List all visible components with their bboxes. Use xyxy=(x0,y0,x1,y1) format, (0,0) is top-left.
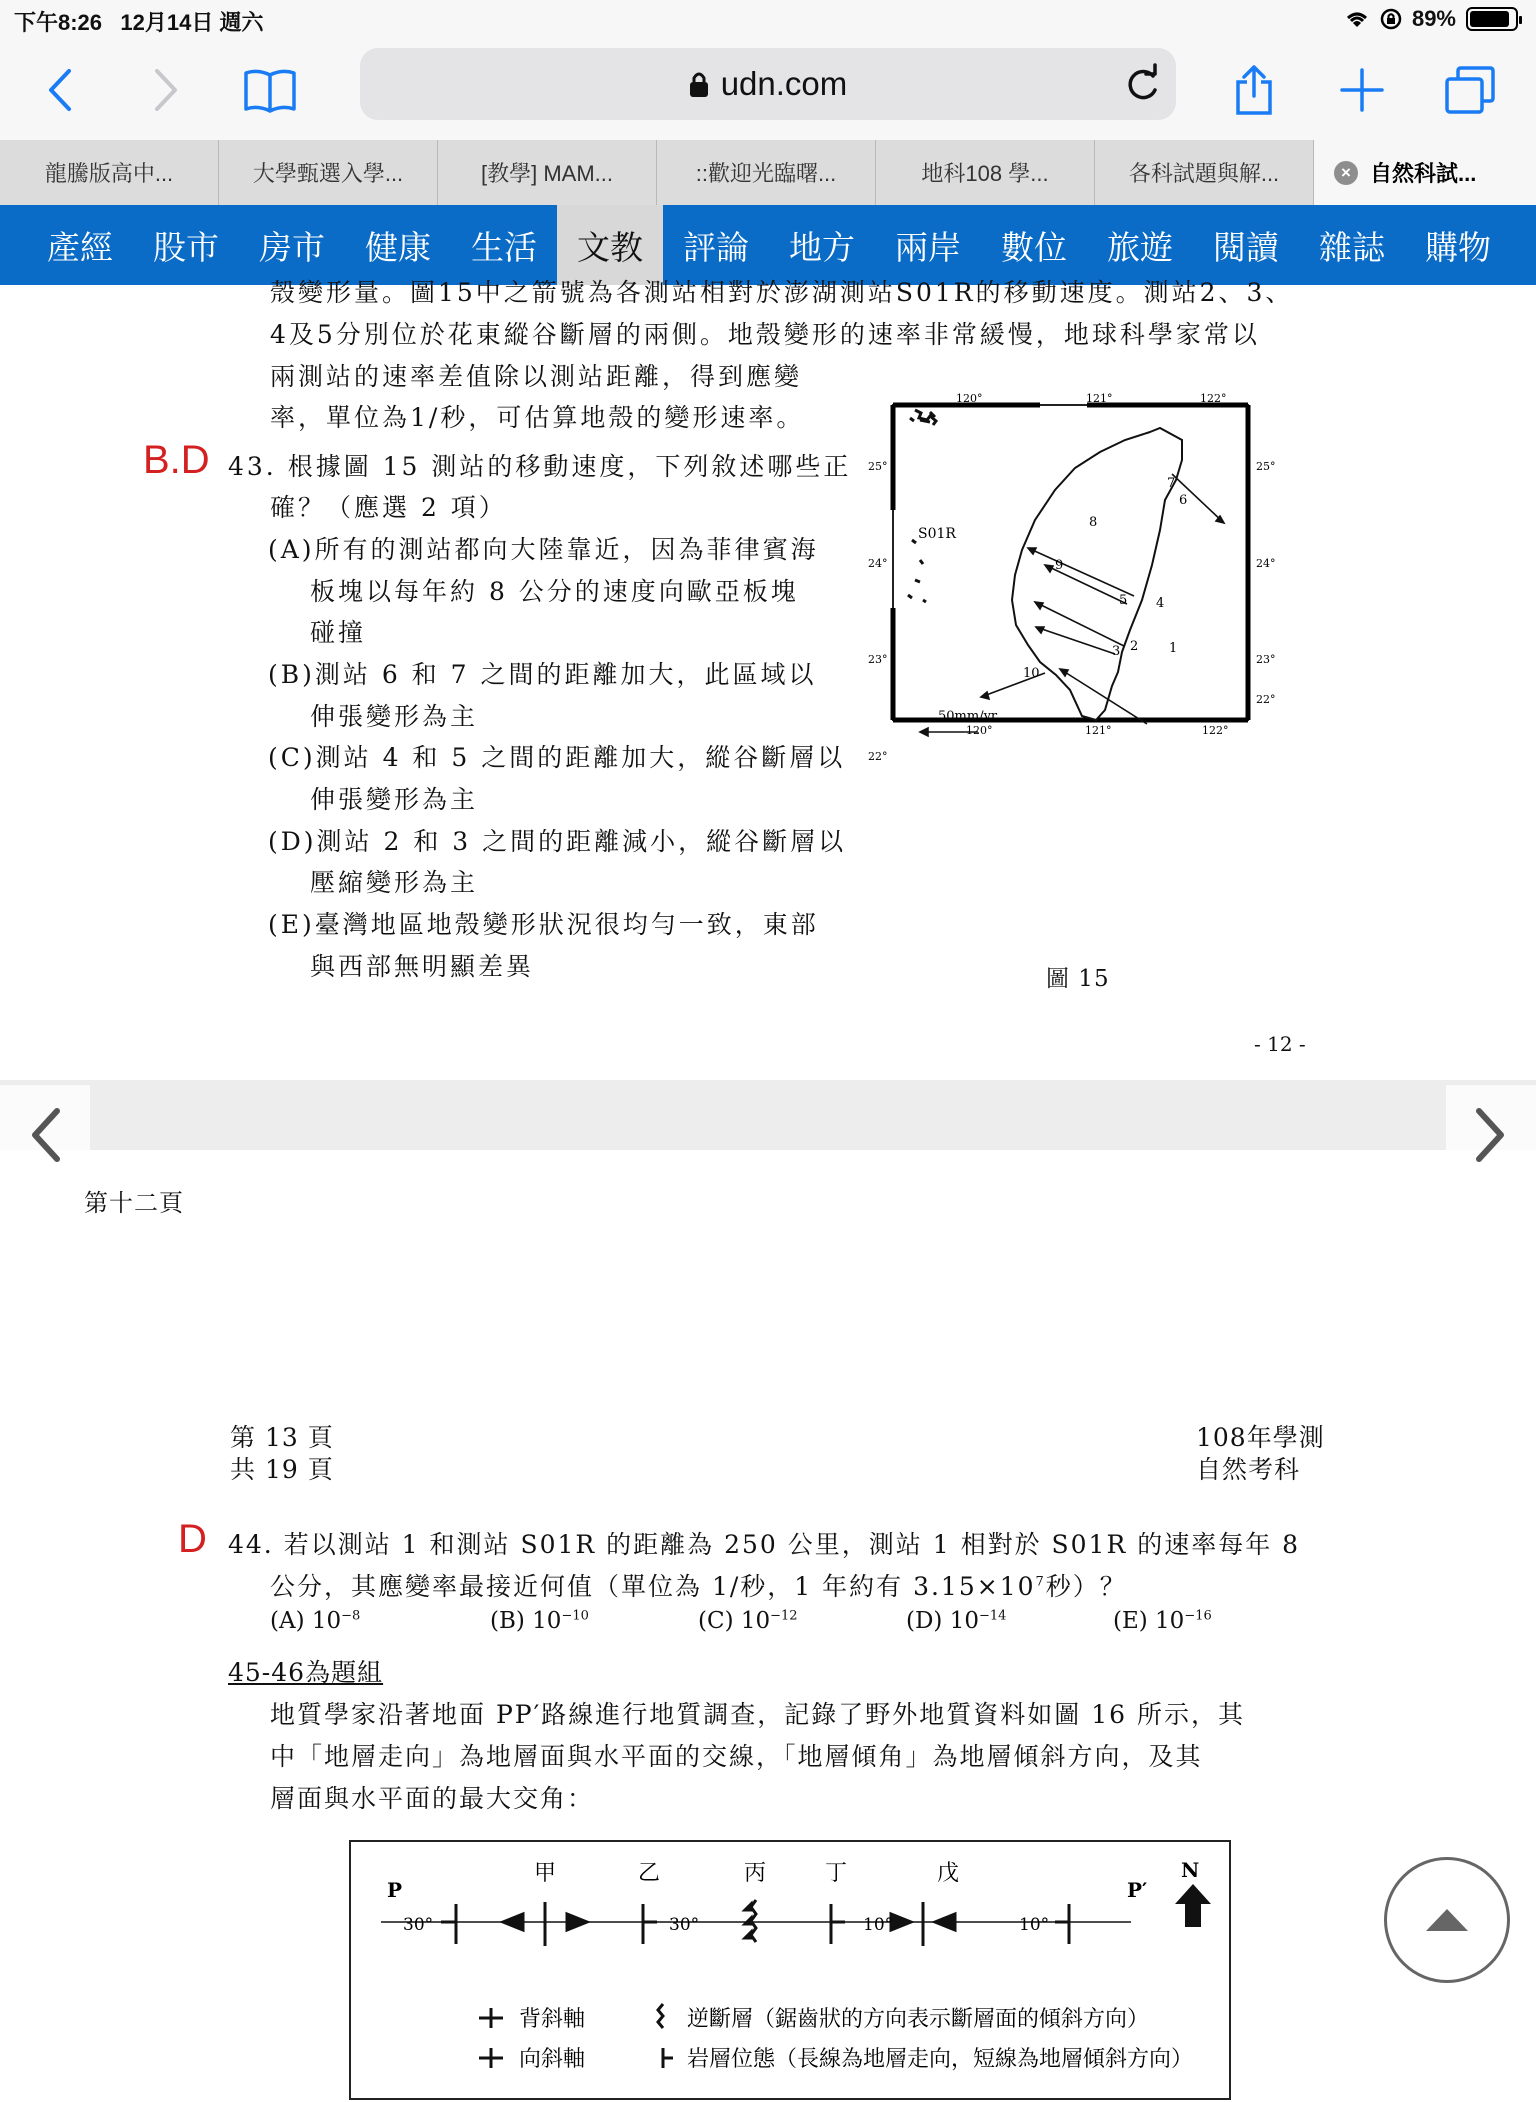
stem-exponent: 7 xyxy=(1035,1574,1046,1590)
wifi-icon xyxy=(1344,9,1370,29)
option-44-b xyxy=(490,1608,589,1634)
legend-item: 逆斷層（鋸齒狀的方向表示斷層面的傾斜方向） xyxy=(687,2007,1150,2032)
tab-label: 自然科試... xyxy=(1370,161,1477,186)
station-label: 6 xyxy=(1179,493,1188,508)
lat-label: 22° xyxy=(1256,693,1276,706)
chevron-left-icon xyxy=(45,67,75,113)
station-label: 10 xyxy=(1023,666,1040,681)
north-arrow-icon xyxy=(1175,1884,1211,1927)
station-label: S01R xyxy=(918,526,956,542)
page-header-right: 自然考科 xyxy=(1196,1455,1301,1484)
share-icon xyxy=(1232,64,1276,116)
nav-item[interactable]: 評論 xyxy=(683,228,749,266)
tab-label: 各科試題與解... xyxy=(1128,161,1280,186)
tab-strip xyxy=(0,140,1536,205)
tab-item-active[interactable] xyxy=(1314,140,1536,205)
section-label: 第十二頁 xyxy=(84,1190,184,1217)
url-text: udn.com xyxy=(720,65,848,102)
passage-line: 地質學家沿著地面 PP′路線進行地質調查，記錄了野外地質資料如圖 16 所示，其 xyxy=(270,1700,1245,1729)
lon-label: 120° xyxy=(966,724,993,737)
figure-15-caption: 圖 15 xyxy=(1046,966,1110,992)
page-header-right: 108年學測 xyxy=(1196,1423,1325,1452)
nav-item-active[interactable]: 文教 xyxy=(557,205,663,285)
nav-item[interactable]: 閱讀 xyxy=(1213,228,1279,266)
nav-item[interactable]: 數位 xyxy=(1001,228,1067,266)
option-exponent: −12 xyxy=(770,1608,798,1624)
lon-label: 121° xyxy=(1086,392,1113,405)
point-label: 戊 xyxy=(937,1861,960,1886)
answer-mark-43: B.D xyxy=(143,438,210,482)
lat-label: 23° xyxy=(868,653,888,666)
lon-label: 122° xyxy=(1202,724,1229,737)
station-label: 4 xyxy=(1156,596,1165,611)
scroll-to-top-button[interactable] xyxy=(1384,1857,1510,1983)
lat-label: 24° xyxy=(1256,557,1276,570)
lon-label: 120° xyxy=(956,392,983,405)
battery-percent: 89% xyxy=(1411,6,1456,31)
tab-label: [教學] MAM... xyxy=(480,161,613,186)
next-page-button[interactable] xyxy=(1446,1085,1536,1185)
north-label: N xyxy=(1181,1858,1200,1882)
route-start-label: P xyxy=(387,1878,403,1902)
passage-line: 層面與水平面的最大交角： xyxy=(270,1784,595,1813)
lon-label: 121° xyxy=(1085,724,1112,737)
option-exponent: −14 xyxy=(978,1608,1007,1624)
dip-label: 30° xyxy=(403,1915,434,1935)
passage-line: 中「地層走向」為地層面與水平面的交線，「地層傾角」為地層傾斜方向，及其 xyxy=(270,1742,1203,1771)
station-label: 8 xyxy=(1089,515,1098,530)
nav-item[interactable]: 股市 xyxy=(153,228,219,266)
question-43-stem: 確？（應選 2 項） xyxy=(270,493,507,522)
nav-item[interactable]: 雜誌 xyxy=(1319,228,1385,266)
option-label: (D) 10 xyxy=(906,1608,979,1634)
station-label: 5 xyxy=(1119,593,1128,608)
share-button[interactable] xyxy=(1224,60,1284,120)
option-line: (E)臺灣地區地殼變形狀況很均勻一致，東部 xyxy=(268,910,819,939)
lon-label: 122° xyxy=(1200,392,1227,405)
nav-item[interactable]: 房市 xyxy=(259,228,325,266)
orientation-lock-icon xyxy=(1380,8,1402,30)
close-tab-icon[interactable]: × xyxy=(1334,161,1358,185)
nav-item[interactable]: 地方 xyxy=(789,228,855,266)
tab-item[interactable] xyxy=(1095,140,1314,205)
taiwan-velocity-map xyxy=(860,390,1290,763)
tab-item[interactable] xyxy=(876,140,1095,205)
option-label: (C) 10 xyxy=(698,1608,771,1634)
book-icon xyxy=(243,67,297,113)
intro-line: 4及5分別位於花東縱谷斷層的兩側。地殼變形的速率非常緩慢，地球科學家常以 xyxy=(270,320,1260,349)
status-bar xyxy=(0,0,1536,40)
back-button[interactable] xyxy=(30,60,90,120)
point-label: 甲 xyxy=(534,1861,557,1886)
page-separator xyxy=(0,1080,1536,1150)
lat-label: 24° xyxy=(868,557,888,570)
point-label: 乙 xyxy=(638,1861,661,1886)
option-line: (D)測站 2 和 3 之間的距離減小，縱谷斷層以 xyxy=(268,827,847,856)
question-44-stem xyxy=(270,1567,1127,1603)
station-label: 9 xyxy=(1055,558,1064,573)
option-line: 壓縮變形為主 xyxy=(310,868,479,897)
lat-label: 22° xyxy=(868,750,888,763)
nav-item[interactable]: 產經 xyxy=(47,228,113,266)
station-label: 7 xyxy=(1167,476,1176,491)
tab-item[interactable] xyxy=(219,140,438,205)
geologic-route-diagram xyxy=(349,1840,1231,2100)
group-label: 45-46為題組 xyxy=(228,1658,384,1687)
option-line: (B)測站 6 和 7 之間的距離加大，此區域以 xyxy=(268,660,817,689)
chevron-right-icon xyxy=(1471,1105,1511,1165)
option-44-e xyxy=(1113,1608,1212,1634)
status-date: 12月14日 週六 xyxy=(120,10,264,35)
option-label: (A) 10 xyxy=(270,1608,342,1634)
tab-label: ::歡迎光臨曙... xyxy=(695,161,837,186)
station-label: 2 xyxy=(1130,639,1139,654)
page-header-left: 共 19 頁 xyxy=(230,1455,334,1484)
page-number: - 12 - xyxy=(1254,1032,1306,1056)
dip-label: 30° xyxy=(669,1915,700,1935)
caret-up-icon xyxy=(1422,1905,1472,1935)
option-line: (C)測站 4 和 5 之間的距離加大，縱谷斷層以 xyxy=(268,743,846,772)
battery-fill xyxy=(1470,11,1509,27)
nav-item[interactable]: 旅遊 xyxy=(1107,228,1173,266)
lat-label: 23° xyxy=(1256,653,1276,666)
option-line: 與西部無明顯差異 xyxy=(310,952,535,981)
nav-item[interactable]: 生活 xyxy=(471,228,537,266)
option-line: 碰撞 xyxy=(310,618,367,647)
option-44-c xyxy=(698,1608,798,1634)
legend-item: 岩層位態（長線為地層走向，短線為地層傾斜方向） xyxy=(687,2047,1194,2072)
status-time: 下午8:26 xyxy=(14,10,103,35)
chevron-right-icon xyxy=(151,67,181,113)
prev-page-button[interactable] xyxy=(0,1085,90,1185)
dip-label: 10° xyxy=(1019,1915,1050,1935)
nav-item[interactable]: 兩岸 xyxy=(895,228,961,266)
option-line: 板塊以每年約 8 公分的速度向歐亞板塊 xyxy=(310,577,799,606)
tab-label: 龍騰版高中... xyxy=(44,161,174,186)
tab-label: 地科108 學... xyxy=(921,161,1049,186)
document-viewer xyxy=(0,278,1536,2072)
tab-item[interactable] xyxy=(657,140,876,205)
lat-label: 25° xyxy=(868,460,888,473)
legend-item: 向斜軸 xyxy=(519,2047,586,2072)
option-44-a xyxy=(270,1608,360,1634)
answer-mark-44: D xyxy=(178,1517,207,1561)
point-label: 丙 xyxy=(744,1861,767,1886)
option-exponent: −10 xyxy=(561,1608,589,1624)
dip-label: 10° xyxy=(863,1915,894,1935)
question-43-stem: 43. 根據圖 15 測站的移動速度，下列敘述哪些正 xyxy=(228,452,852,481)
route-end-label: P′ xyxy=(1127,1878,1148,1902)
bookmarks-button[interactable] xyxy=(240,60,300,120)
chevron-left-icon xyxy=(25,1105,65,1165)
tabs-icon xyxy=(1444,65,1496,115)
battery-icon xyxy=(1466,7,1518,31)
option-line: 伸張變形為主 xyxy=(310,785,479,814)
forward-button[interactable] xyxy=(136,60,196,120)
lat-label: 25° xyxy=(1256,460,1276,473)
tabs-overview-button[interactable] xyxy=(1440,60,1500,120)
option-44-d xyxy=(906,1608,1006,1634)
tab-item[interactable] xyxy=(438,140,657,205)
station-label: 1 xyxy=(1169,641,1178,656)
legend-item: 背斜軸 xyxy=(519,2007,586,2032)
stem-text: 公分，其應變率最接近何值（單位為 1/秒，1 年約有 3.15×10 xyxy=(270,1572,1036,1601)
address-bar[interactable] xyxy=(360,48,1176,120)
tab-item[interactable] xyxy=(0,140,219,205)
scale-label: 50mm/yr xyxy=(938,709,998,724)
page-header-left: 第 13 頁 xyxy=(230,1423,334,1452)
lock-icon xyxy=(689,70,709,98)
browser-toolbar xyxy=(0,40,1536,140)
option-line: (A)所有的測站都向大陸靠近，因為菲律賓海 xyxy=(268,535,819,564)
intro-line: 兩測站的速率差值除以測站距離，得到應變 xyxy=(270,362,803,391)
option-exponent: −16 xyxy=(1184,1608,1212,1624)
nav-item[interactable]: 購物 xyxy=(1425,228,1491,266)
option-label: (E) 10 xyxy=(1113,1608,1185,1634)
option-label: (B) 10 xyxy=(490,1608,562,1634)
reload-icon[interactable] xyxy=(1122,62,1162,106)
intro-line: 率，單位為1/秒，可估算地殼的變形速率。 xyxy=(270,403,805,432)
nav-item[interactable]: 健康 xyxy=(365,228,431,266)
point-label: 丁 xyxy=(825,1861,848,1886)
stem-text: 秒）？ xyxy=(1045,1572,1127,1601)
tab-label: 大學甄選入學... xyxy=(252,161,404,186)
new-tab-button[interactable] xyxy=(1332,60,1392,120)
option-exponent: −8 xyxy=(341,1608,361,1624)
question-44-stem: 44. 若以測站 1 和測站 S01R 的距離為 250 公里，測站 1 相對於 S01R 的速率每年 8 xyxy=(228,1530,1301,1559)
plus-icon xyxy=(1339,67,1385,113)
intro-line: 殼變形量。圖15中之箭號為各測站相對於澎湖測站S01R的移動速度。測站2、3、 xyxy=(270,278,1294,307)
option-line: 伸張變形為主 xyxy=(310,702,479,731)
station-label: 3 xyxy=(1112,644,1121,659)
